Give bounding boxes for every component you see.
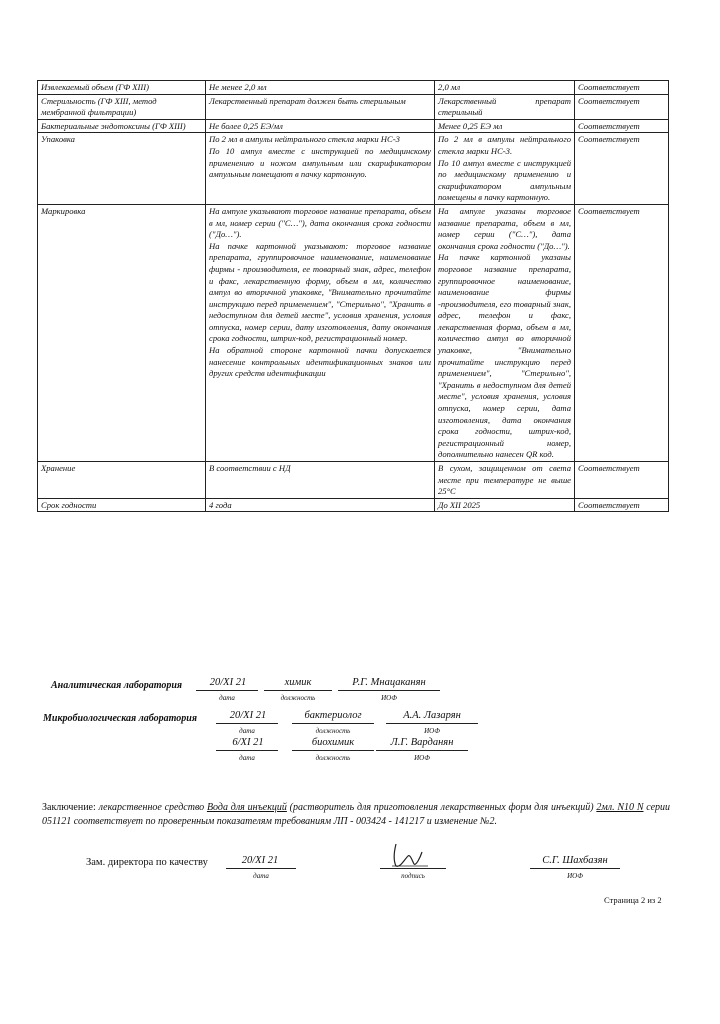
cell-text: Бактериальные эндотоксины (ГФ XIII) [41,120,186,131]
cell-parameter [38,133,206,205]
cell-text: По 10 ампул вместе с инструкцией по медицинскому применению и скарификатором ампульным помещены в пачку картонную. [438,157,571,203]
cell-text: Лекарственный препарат стерильный [438,95,571,118]
cell-text: В сухом, защищенном от света месте при температуре не выше 25°С [438,463,571,497]
cell-text: По 10 ампул вместе с инструкцией по медицинскому применению и ножом ампульным или скарификатором ампульным помещают в пачку картонную. [209,145,431,180]
analytical-name: Р.Г. Мнацаканян [352,677,426,688]
micro1-date-caption: дата [239,727,255,735]
cell-text: Соответствует [578,95,640,106]
cell-text: По 2 мл в ампулы нейтрального стекла марки НС-3. [438,134,571,156]
micro-lab-label: Микробиологическая лаборатория [43,713,198,724]
micro1-name: А.А. Лазарян [403,710,461,721]
cell-parameter [38,94,206,119]
cell-text: На ампуле указаны торговое название препарата, объем в мл, номер серии ("С…"), дата окончания срока годности ("До…"). [438,205,571,251]
director-date-caption: дата [253,872,269,880]
cell-text: В соответствии с НД [209,463,291,473]
cell-conclusion [575,133,669,205]
cell-text: Соответствует [578,499,640,510]
micro1-position-caption: должность [315,727,351,735]
cell-text: 2,0 мл [438,82,461,92]
cell-text: Лекарственный препарат должен быть стерильным [209,95,406,106]
cell-requirement [206,119,435,133]
cell-parameter [38,204,206,461]
cell-result [435,81,575,95]
table-row [38,119,669,133]
cell-text: Срок годности [41,499,97,510]
table-row [38,81,669,95]
cell-text: Упаковка [41,134,75,145]
cell-text: Менее 0,25 ЕЭ мл [438,120,503,131]
cell-text: На пачке картонной указаны торговое название препарата, группировочное наименование, наименование фирмы -производителя, его товарный знак, адрес, телефон и факс, лекарственная форма, объем в мл, количество ампул во вторичной упаковке, "Внимательно прочитайте инструкцию перед применением", "Стерильно", "Хранить в недоступном для детей месте", условия хранения, условия отпуска, номер серии, дата изготовления, дата окончания срока годности, штрих-код, регистрационный номер, дополнительно нанесен QR код. [438,252,571,460]
analytical-position: химик [284,677,312,688]
table-row [38,498,669,512]
cell-requirement [206,94,435,119]
cell-requirement [206,498,435,512]
cell-text: Соответствует [578,463,640,473]
director-signature-caption: подпись [401,872,425,880]
micro2-name: Л.Г. Варданян [390,737,454,748]
cell-conclusion [575,94,669,119]
cell-conclusion [575,81,669,95]
cell-conclusion [575,498,669,512]
cell-text: Извлекаемый объем (ГФ XIII) [41,82,150,92]
cell-text: Не более 0,25 ЕЭ/мл [209,120,283,131]
micro2-position: биохимик [311,737,355,748]
analytical-date-caption: дата [219,694,235,702]
cell-text: 4 года [209,499,232,510]
quality-spec-table [37,80,669,512]
cell-text: По 2 мл в ампулы нейтрального стекла марки НС-3 [209,134,400,145]
cell-requirement [206,133,435,205]
table-row [38,133,669,205]
conclusion-label: Заключение: [42,802,96,813]
conclusion-text-1: лекарственное средство [98,802,205,813]
cell-result [435,133,575,205]
cell-result [435,498,575,512]
cell-text: До XII 2025 [438,499,481,510]
cell-parameter [38,498,206,512]
micro2-date-caption: дата [239,754,255,762]
conclusion-product: Вода для инъекций [206,802,287,813]
cell-text: Соответствует [578,120,640,131]
cell-text: Стерильность (ГФ XIII, метод мембранной фильтрации) [41,95,157,118]
conclusion-dose: 2мл. N10 N [596,802,644,813]
cell-text: Хранение [41,463,76,473]
analytical-position-caption: должность [280,694,316,702]
conclusion-paragraph [42,801,670,829]
cell-result [435,462,575,499]
director-name: С.Г. Шахбазян [542,855,608,866]
cell-text: Соответствует [578,82,640,92]
page-number: Страница 2 из 2 [604,895,662,905]
micro2-date: 6/XI 21 [232,737,264,748]
cell-text: Не менее 2,0 мл [209,82,267,92]
analytical-date: 20/XI 21 [209,677,247,688]
table-row [38,94,669,119]
cell-requirement [206,204,435,461]
cell-requirement [206,462,435,499]
director-name-caption: ИОФ [567,872,583,880]
cell-text: Соответствует [578,205,640,216]
cell-parameter [38,81,206,95]
conclusion-text-3: серии 051121 соответствует по проверенным показателям требованиям ЛП - 003424 - 141217 и изменение №2. [42,802,671,827]
cell-text: На ампуле указывают торговое название препарата, объем в мл, номер серии ("С…"), дата окончания срока годности ("До…"). [209,205,431,240]
cell-result [435,204,575,461]
table-row [38,462,669,499]
cell-parameter [38,462,206,499]
table-row [38,204,669,461]
conclusion-text-2: (растворитель для приготовления лекарственных форм для инъекций) [289,802,594,813]
cell-requirement [206,81,435,95]
director-label: Зам. директора по качеству [86,857,208,868]
micro2-position-caption: должность [315,754,351,762]
cell-text: На пачке картонной указывают: торговое название препарата, группировочное наименование, наименование фирмы - производителя, ее товарный знак, адрес, телефон и факс, лекарственную форму, объем в мл, количество ампул во вторичной упаковке, "Внимательно прочитайте инструкцию перед применением", "Стерильно", "Хранить в недоступном для детей месте", условия хранения, условия отпуска, номер серии, дату изготовления, дату окончания срока годности, штрих-код, регистрационный номер. [209,240,431,344]
micro1-name-caption: ИОФ [424,727,440,735]
analytical-name-caption: ИОФ [381,694,397,702]
analytical-lab-label: Аналитическая лаборатория [51,680,183,691]
micro2-name-caption: ИОФ [414,754,430,762]
micro1-date: 20/XI 21 [229,710,267,721]
cell-conclusion [575,119,669,133]
micro1-position: бактериолог [304,710,362,721]
director-date: 20/XI 21 [241,855,279,866]
cell-parameter [38,119,206,133]
cell-result [435,119,575,133]
cell-text: На обратной стороне картонной пачки допускается нанесение контрольных идентификационных знаков или других средств идентификации [209,345,431,379]
cell-result [435,94,575,119]
cell-text: Маркировка [41,205,86,216]
handwritten-signature [388,840,434,870]
cell-conclusion [575,462,669,499]
cell-text: Соответствует [578,134,640,145]
cell-conclusion [575,204,669,461]
